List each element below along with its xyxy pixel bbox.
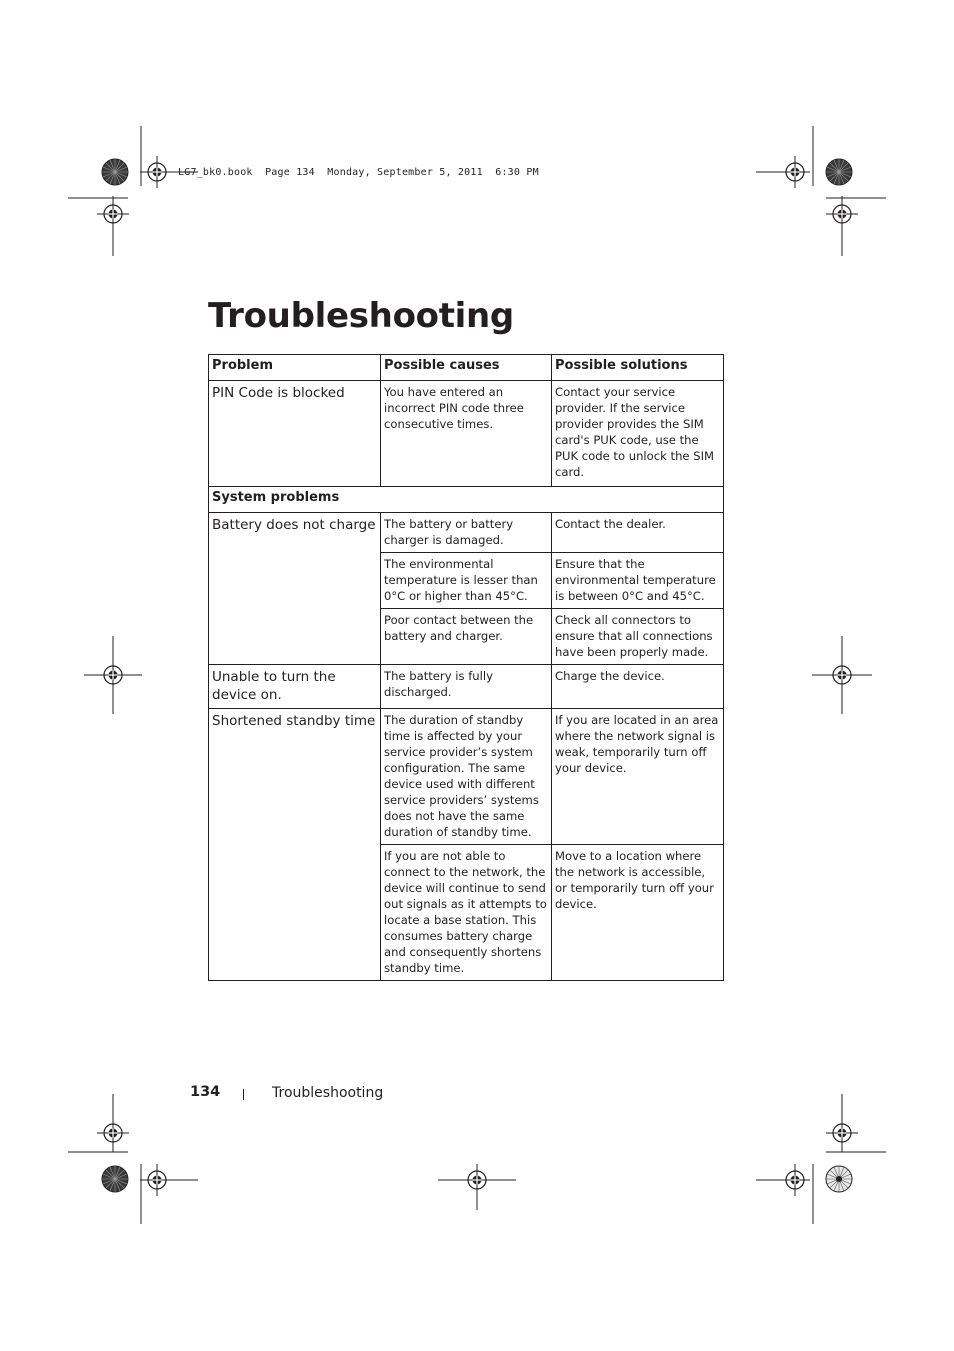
solution-cell: Move to a location where the network is accessible, or temporarily turn off your device.: [552, 845, 724, 981]
header-possible-solutions: Possible solutions: [552, 355, 724, 381]
solution-cell: Contact the dealer.: [552, 513, 724, 553]
table-header-row: [209, 355, 724, 381]
problem-cell: Unable to turn the device on.: [209, 665, 381, 709]
section-title: System problems: [209, 487, 724, 513]
solution-cell: Contact your service provider. If the service provider provides the SIM card's PUK code, use the PUK code to unlock the SIM card.: [552, 381, 724, 487]
solution-cell: Ensure that the environmental temperature is between 0°C and 45°C.: [552, 553, 724, 609]
solution-cell: Check all connectors to ensure that all connections have been properly made.: [552, 609, 724, 665]
footer-section-name: Troubleshooting: [272, 1085, 384, 1101]
cause-cell: The duration of standby time is affected by your service provider’s system configuration. The same device used with different service providers’ systems does not have the same duration of standby time.: [381, 709, 552, 845]
cause-cell: If you are not able to connect to the network, the device will continue to send out signals as it attempts to locate a base station. This consumes battery charge and consequently shortens standby time.: [381, 845, 552, 981]
section-row: [209, 487, 724, 513]
page-title: Troubleshooting: [208, 296, 514, 336]
header-problem: Problem: [209, 355, 381, 381]
solution-cell: Charge the device.: [552, 665, 724, 709]
header-possible-causes: Possible causes: [381, 355, 552, 381]
table-row: [209, 709, 724, 845]
print-slug: LG7_bk0.book Page 134 Monday, September 5, 2011 6:30 PM: [178, 167, 539, 178]
cause-cell: The battery or battery charger is damaged.: [381, 513, 552, 553]
problem-cell: Shortened standby time: [209, 709, 381, 981]
cause-cell: The environmental temperature is lesser than 0°C or higher than 45°C.: [381, 553, 552, 609]
cause-cell: You have entered an incorrect PIN code three consecutive times.: [381, 381, 552, 487]
troubleshooting-table: [208, 354, 724, 981]
page-number: 134: [190, 1084, 221, 1100]
table-row: [209, 513, 724, 553]
cause-cell: Poor contact between the battery and charger.: [381, 609, 552, 665]
table-row: [209, 381, 724, 487]
table-row: [209, 665, 724, 709]
problem-cell: Battery does not charge: [209, 513, 381, 665]
footer-divider: [243, 1089, 244, 1100]
solution-cell: If you are located in an area where the network signal is weak, temporarily turn off your device.: [552, 709, 724, 845]
problem-cell: PIN Code is blocked: [209, 381, 381, 487]
cause-cell: The battery is fully discharged.: [381, 665, 552, 709]
